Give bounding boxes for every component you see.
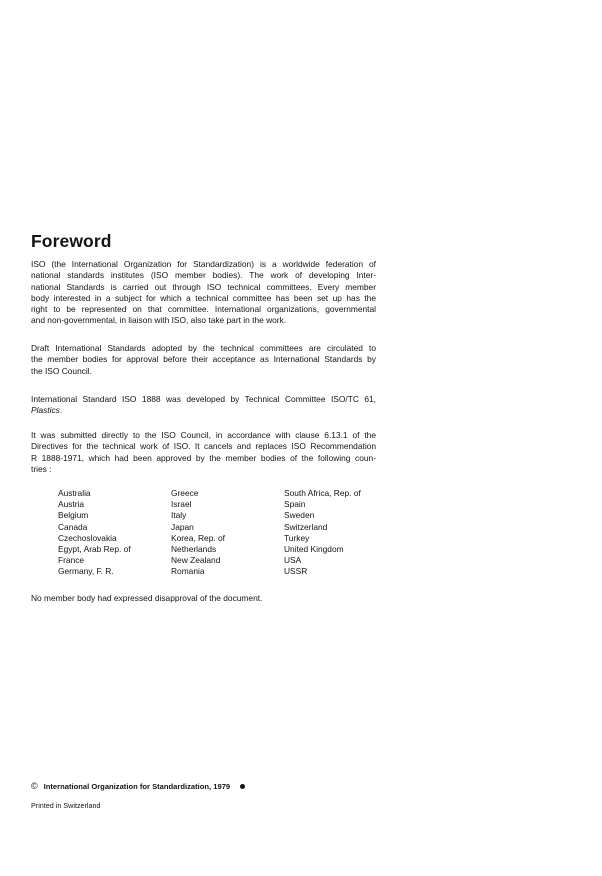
foreword-paragraph-5 [31, 593, 376, 604]
country-item: Romania [171, 566, 205, 577]
text-line: the member bodies for approval before their acceptance as International Standards by [31, 354, 376, 365]
country-item: Turkey [284, 532, 310, 543]
country-item: Sweden [284, 510, 315, 521]
country-item: Germany, F. R. [58, 566, 114, 577]
text-line: It was submitted directly to the ISO Council, in accordance with clause 6.13.1 of the [31, 430, 376, 440]
text-line: No member body had expressed disapproval of the document. [31, 593, 263, 603]
countries-column-1 [58, 488, 171, 578]
country-item: Israel [171, 499, 192, 510]
country-item: Canada [58, 521, 88, 532]
foreword-paragraph-3 [31, 394, 376, 417]
copyright-text: International Organization for Standardization, 1979 [43, 781, 231, 791]
foreword-paragraph-2 [31, 343, 376, 377]
page-title: Foreword [31, 231, 112, 251]
committee-title: Plastics [31, 405, 60, 416]
country-item: New Zealand [171, 555, 221, 566]
country-item: Japan [171, 521, 194, 532]
text-line: and non-governmental, in liaison with ISO, also take part in the work. [31, 315, 287, 326]
country-item: Belgium [58, 510, 89, 521]
printed-in-note: Printed in Switzerland [31, 801, 101, 810]
country-item: Netherlands [171, 544, 217, 555]
text-line: tries : [31, 463, 52, 474]
text-line: body interested in a subject for which a technical committee has been set up has the [31, 292, 376, 303]
text-line: R 1888-1971, which had been approved by the member bodies of the following coun- [31, 452, 376, 463]
text-line: national Standards is carried out through ISO technical committees. Every member [31, 281, 376, 292]
text-line: right to be represented on that committee. International organizations, governmental [31, 304, 376, 315]
member-countries-list [58, 488, 424, 578]
country-item: Greece [171, 488, 199, 498]
country-item: Austria [58, 499, 85, 510]
country-item: Korea, Rep. of [171, 532, 226, 543]
countries-column-3 [284, 488, 424, 578]
country-item: Switzerland [284, 521, 328, 532]
foreword-paragraph-1 [31, 259, 376, 327]
text-line: ISO (the International Organization for Standardization) is a worldwide federation of [31, 259, 376, 269]
text-line [31, 405, 376, 416]
period: . [59, 405, 63, 416]
country-item: USSR [284, 566, 308, 577]
country-item: Italy [171, 510, 187, 521]
country-item: Egypt, Arab Rep. of [58, 544, 131, 555]
text-line: Draft International Standards adopted by the technical committees are circulated to [31, 343, 376, 353]
country-item: South Africa, Rep. of [284, 488, 361, 498]
country-item: France [58, 555, 85, 566]
country-item: USA [284, 555, 302, 566]
country-item: United Kingdom [284, 544, 344, 555]
text-line: International Standard ISO 1888 was developed by Technical Committee ISO/TC 61, [31, 394, 376, 404]
country-item: Czechoslovakia [58, 532, 117, 543]
text-line: Directives for the technical work of ISO. It cancels and replaces ISO Recommendation [31, 441, 376, 452]
country-item: Spain [284, 499, 306, 510]
text-line: the ISO Council. [31, 365, 92, 376]
bullet-icon [240, 784, 245, 789]
text-line: national standards institutes (ISO member bodies). The work of developing Inter- [31, 270, 376, 281]
foreword-paragraph-4 [31, 430, 376, 475]
country-item: Australia [58, 488, 91, 498]
countries-column-2 [171, 488, 284, 578]
copyright-icon: © [31, 781, 38, 791]
copyright-notice [31, 781, 245, 791]
